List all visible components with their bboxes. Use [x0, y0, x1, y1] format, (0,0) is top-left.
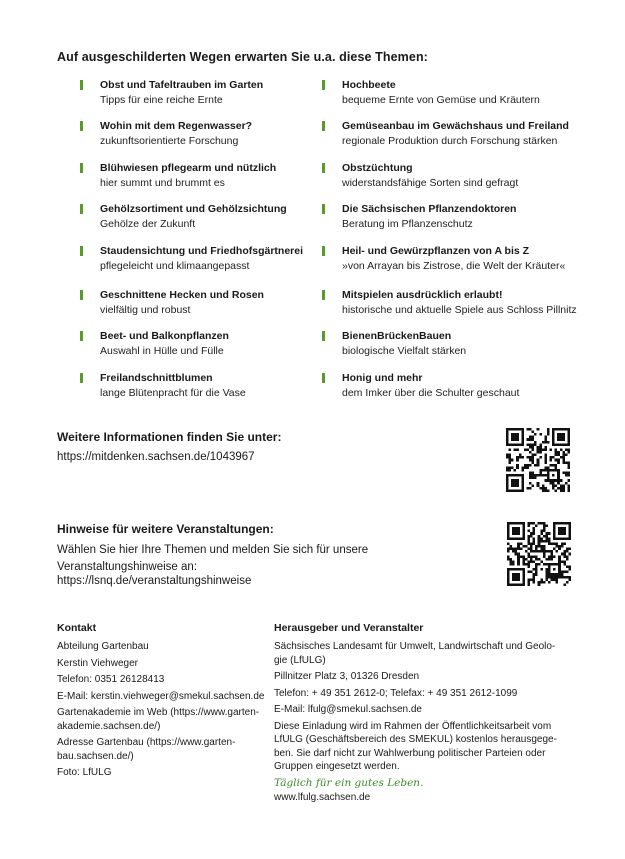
topic-bullet — [322, 80, 325, 90]
publisher-line: Pillnitzer Platz 3, 01326 Dresden — [274, 671, 420, 682]
gartenbau-link[interactable]: Adresse Gartenbau (https://www.garten- bau.sachsen.de/) — [57, 737, 236, 762]
topic-subtitle: Tipps für eine reiche Ernte — [100, 94, 223, 106]
topic-bullet — [80, 331, 83, 341]
topic-subtitle: zukunftsorientierte Forschung — [100, 135, 239, 147]
topic-subtitle: bequeme Ernte von Gemüse und Kräutern — [342, 94, 540, 106]
topic-bullet — [322, 163, 325, 173]
topic-subtitle: historische und aktuelle Spiele aus Schloss Pillnitz — [342, 304, 577, 316]
topic-title: Freilandschnittblumen — [100, 372, 213, 384]
topic-title: Blühwiesen pflegearm und nützlich — [100, 162, 277, 174]
topic-subtitle: Beratung im Pflanzenschutz — [342, 218, 473, 230]
topic-bullet — [322, 373, 325, 383]
topic-title: Heil- und Gewürzpflanzen von A bis Z — [342, 245, 530, 257]
topics-heading: Auf ausgeschilderten Wegen erwarten Sie u.a. diese Themen: — [57, 50, 428, 64]
publisher-heading: Herausgeber und Veranstalter — [274, 622, 424, 634]
topic-title: Gemüseanbau im Gewächshaus und Freiland — [342, 120, 569, 132]
topic-bullet — [80, 163, 83, 173]
topic-bullet — [322, 331, 325, 341]
info-heading: Weitere Informationen finden Sie unter: — [57, 430, 282, 444]
topic-title: Wohin mit dem Regenwasser? — [100, 120, 253, 132]
topic-title: Die Sächsischen Pflanzendoktoren — [342, 203, 517, 215]
topic-subtitle: vielfältig und robust — [100, 304, 191, 316]
topic-bullet — [322, 121, 325, 131]
publisher-email-link[interactable]: E-Mail: lfulg@smekul.sachsen.de — [274, 704, 422, 715]
topic-subtitle: biologische Vielfalt stärken — [342, 345, 467, 357]
topic-title: Gehölzsortiment und Gehölzsichtung — [100, 203, 287, 215]
topic-title: Mitspielen ausdrücklich erlaubt! — [342, 289, 503, 301]
topic-bullet — [80, 373, 83, 383]
contact-section — [57, 622, 267, 783]
topic-bullet — [80, 204, 83, 214]
topic-subtitle: hier summt und brummt es — [100, 177, 225, 189]
events-heading: Hinweise für weitere Veranstaltungen: — [57, 522, 274, 536]
topic-title: Geschnittene Hecken und Rosen — [100, 289, 264, 301]
contact-heading: Kontakt — [57, 622, 97, 634]
gartenakademie-link[interactable]: Gartenakademie im Web (https://www.garten- akademie.sachsen.de/) — [57, 707, 260, 732]
topic-subtitle: dem Imker über die Schulter geschaut — [342, 387, 520, 399]
topic-subtitle: widerstandsfähige Sorten sind gefragt — [342, 177, 519, 189]
topic-bullet — [80, 80, 83, 90]
topic-subtitle: lange Blütenpracht für die Vase — [100, 387, 246, 399]
topic-subtitle: regionale Produktion durch Forschung stärken — [342, 135, 558, 147]
publisher-line: Telefon: + 49 351 2612-0; Telefax: + 49 351 2612-1099 — [274, 687, 518, 699]
topic-bullet — [322, 246, 325, 256]
events-link[interactable]: https://lsnq.de/veranstaltungshinweise — [57, 575, 252, 587]
topic-subtitle: »von Arrayan bis Zistrose, die Welt der Kräuter« — [342, 260, 566, 272]
topic-title: Staudensichtung und Friedhofsgärtnerei — [100, 245, 304, 257]
topic-bullet — [80, 290, 83, 300]
topic-title: Obst und Tafeltrauben im Garten — [100, 79, 264, 91]
contact-line: Abteilung Gartenbau — [57, 641, 149, 652]
topic-bullet — [322, 204, 325, 214]
topic-subtitle: Gehölze der Zukunft — [100, 218, 196, 230]
topic-title: BienenBrückenBauen — [342, 330, 452, 342]
slogan: Täglich für ein gutes Leben. — [274, 776, 424, 789]
events-text: Wählen Sie hier Ihre Themen und melden Sie sich für unsere Veranstaltungshinweise an: — [57, 544, 369, 573]
publisher-section — [274, 622, 574, 807]
topic-subtitle: Auswahl in Hülle und Fülle — [100, 345, 224, 357]
contact-line: Kerstin Viehweger — [57, 657, 138, 669]
topic-bullet — [80, 121, 83, 131]
website-link[interactable]: www.lfulg.sachsen.de — [274, 791, 371, 803]
contact-email-link[interactable]: E-Mail: kerstin.viehweger@smekul.sachsen.de — [57, 690, 265, 702]
publisher-note: Diese Einladung wird im Rahmen der Öffentlichkeitsarbeit vom LfULG (Geschäftsbereich des SMEKUL) kostenlos herausgege- ben. Sie darf nicht zur Wahlwerbung politischer Parteien oder Gruppen eingesetzt werden. — [274, 720, 557, 772]
topic-bullet — [80, 246, 83, 256]
qr-code-icon[interactable] — [507, 522, 571, 586]
qr-code-icon[interactable] — [506, 428, 570, 492]
contact-line: Telefon: 0351 26128413 — [57, 674, 165, 685]
topic-title: Hochbeete — [342, 79, 396, 91]
photo-credit: Foto: LfULG — [57, 767, 112, 778]
publisher-line: Sächsisches Landesamt für Umwelt, Landwirtschaft und Geolo- gie (LfULG) — [274, 641, 556, 666]
topic-bullet — [322, 290, 325, 300]
topic-title: Obstzüchtung — [342, 162, 413, 174]
topic-title: Beet- und Balkonpflanzen — [100, 330, 229, 342]
topic-title: Honig und mehr — [342, 372, 423, 384]
info-link[interactable]: https://mitdenken.sachsen.de/1043967 — [57, 451, 255, 463]
topic-subtitle: pflegeleicht und klimaangepasst — [100, 260, 250, 272]
